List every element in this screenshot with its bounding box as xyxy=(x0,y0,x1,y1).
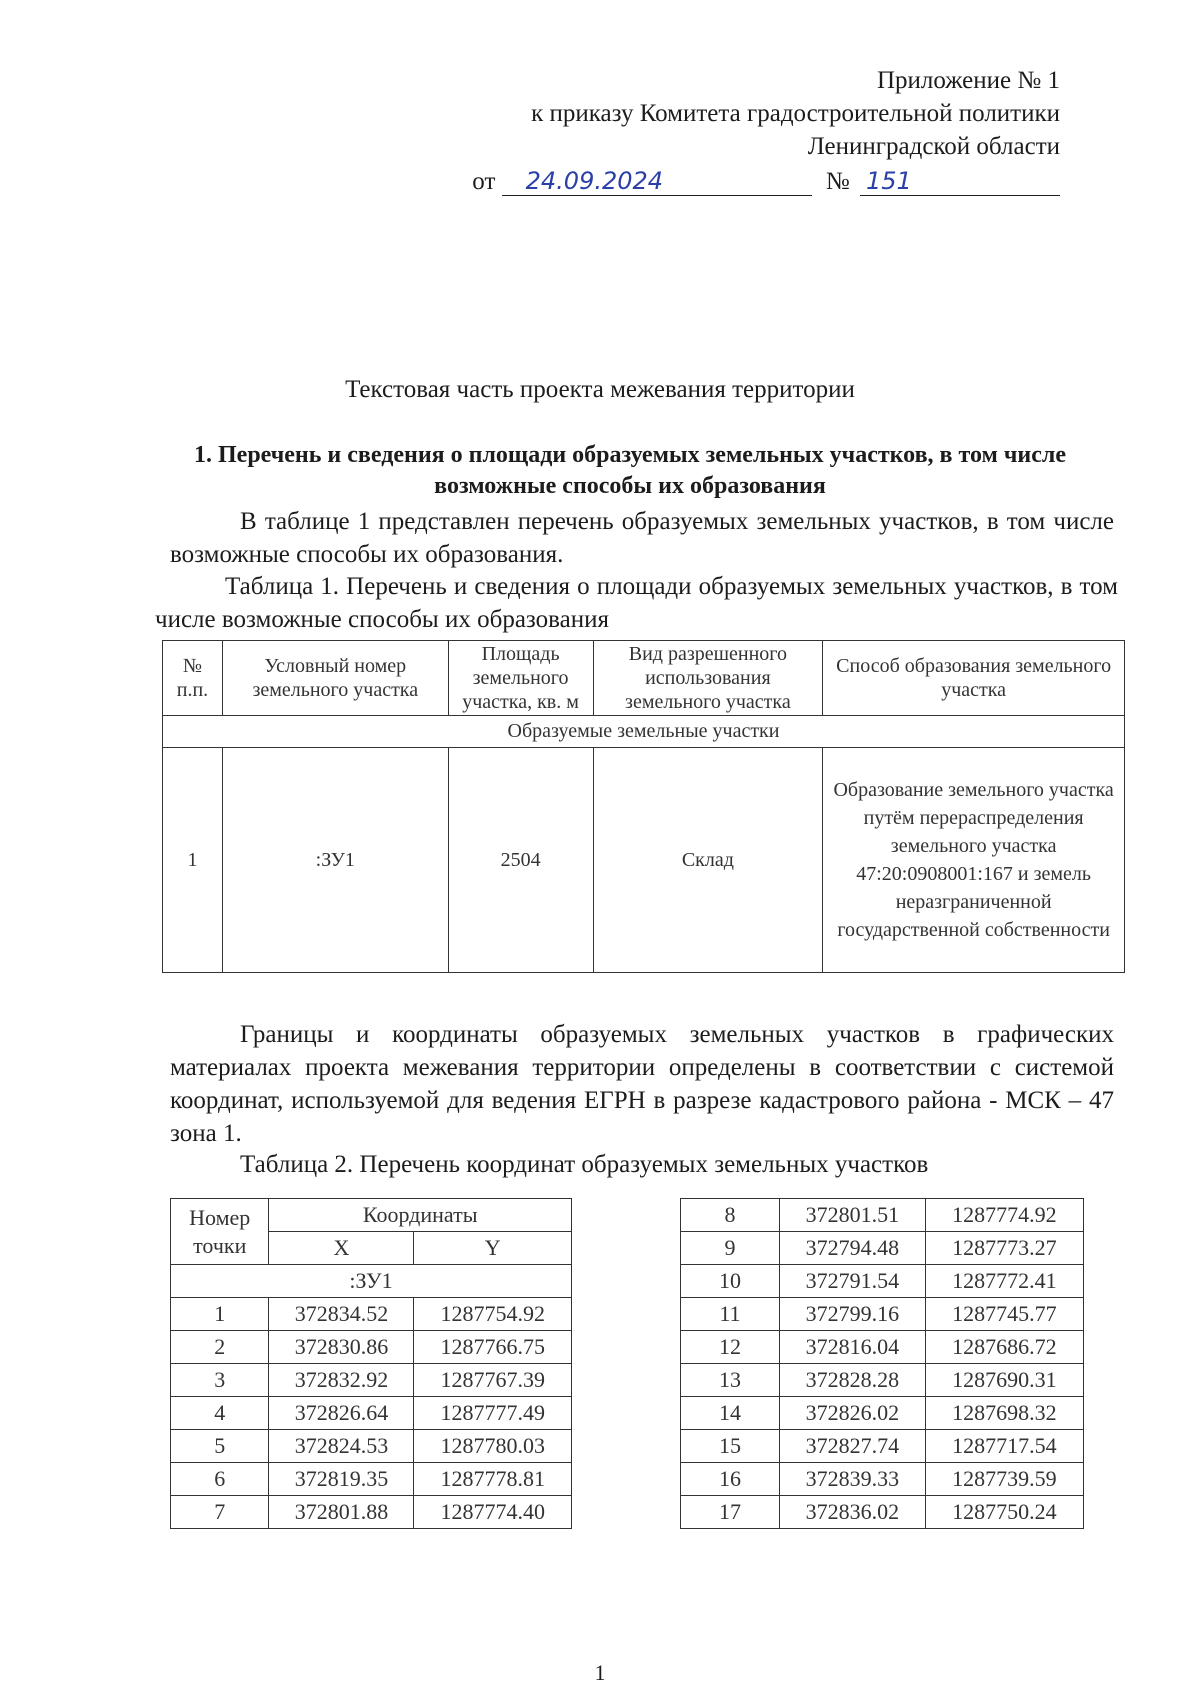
section-heading: 1. Перечень и сведения о площади образуемых земельных участков, в том числе возможные способы их образования xyxy=(194,442,1066,499)
cell-y: 1287777.49 xyxy=(414,1397,572,1430)
cell-x: 372799.16 xyxy=(779,1298,925,1331)
coords-group-row xyxy=(171,1265,572,1298)
coords-left-body xyxy=(171,1298,572,1529)
cell-y: 1287739.59 xyxy=(925,1463,1083,1496)
cell-point-number: 15 xyxy=(681,1430,780,1463)
cell-x: 372828.28 xyxy=(779,1364,925,1397)
header-num: № п.п. xyxy=(163,641,223,716)
cell-y: 1287778.81 xyxy=(414,1463,572,1496)
table-row xyxy=(681,1364,1084,1397)
coords-table-right xyxy=(680,1198,1084,1529)
table-row xyxy=(681,1199,1084,1232)
from-label: от xyxy=(472,168,496,195)
cell-y: 1287774.40 xyxy=(414,1496,572,1529)
header-point-number: Номер точки xyxy=(171,1199,269,1265)
page-number: 1 xyxy=(594,1660,606,1685)
cell-y: 1287773.27 xyxy=(925,1232,1083,1265)
table-row xyxy=(171,1430,572,1463)
header-y: Y xyxy=(414,1232,572,1265)
cell-x: 372801.51 xyxy=(779,1199,925,1232)
cell-point-number: 16 xyxy=(681,1463,780,1496)
plots-table xyxy=(162,640,1125,973)
cell-point-number: 10 xyxy=(681,1265,780,1298)
cell-y: 1287698.32 xyxy=(925,1397,1083,1430)
header-coordinates: Координаты xyxy=(269,1199,572,1232)
cell-x: 372794.48 xyxy=(779,1232,925,1265)
table-row xyxy=(171,1496,572,1529)
group-label: Образуемые земельные участки xyxy=(163,716,1125,748)
cell-point-number: 9 xyxy=(681,1232,780,1265)
cell-y: 1287754.92 xyxy=(414,1298,572,1331)
table-row xyxy=(171,1463,572,1496)
header-area: Площадь земельного участка, кв. м xyxy=(448,641,593,716)
cell-point-number: 3 xyxy=(171,1364,269,1397)
table-group-row xyxy=(163,716,1125,748)
cell-point-number: 7 xyxy=(171,1496,269,1529)
table2-caption-text: Таблица 2. Перечень координат образуемых земельных участков xyxy=(240,1151,929,1178)
intro-paragraph xyxy=(170,505,1114,571)
cell-area: 2504 xyxy=(448,748,593,973)
table-row xyxy=(171,1331,572,1364)
cell-point-number: 12 xyxy=(681,1331,780,1364)
cell-y: 1287686.72 xyxy=(925,1331,1083,1364)
cell-y: 1287766.75 xyxy=(414,1331,572,1364)
header-use: Вид разрешенного использования земельного участка xyxy=(593,641,823,716)
cell-point-number: 8 xyxy=(681,1199,780,1232)
table-row xyxy=(171,1298,572,1331)
coords-text: Границы и координаты образуемых земельных участков в графических материалах проекта межевания территории определены в соответствии с системой координат, используемой для ведения ЕГРН в разрезе кадастрового района - МСК – 47 зона 1. xyxy=(170,1021,1114,1147)
table-row xyxy=(171,1397,572,1430)
document-title: Текстовая часть проекта межевания территории xyxy=(345,376,855,403)
cell-y: 1287780.03 xyxy=(414,1430,572,1463)
cell-x: 372816.04 xyxy=(779,1331,925,1364)
cell-point-number: 17 xyxy=(681,1496,780,1529)
cell-use: Склад xyxy=(593,748,823,973)
cell-x: 372791.54 xyxy=(779,1265,925,1298)
cell-plot: :ЗУ1 xyxy=(222,748,448,973)
header-plot: Условный номер земельного участка xyxy=(222,641,448,716)
cell-point-number: 11 xyxy=(681,1298,780,1331)
intro-text: В таблице 1 представлен перечень образуемых земельных участков, в том числе возможные способы их образования. xyxy=(170,508,1114,568)
cell-x: 372824.53 xyxy=(269,1430,414,1463)
coords-group-label: :ЗУ1 xyxy=(171,1265,572,1298)
cell-y: 1287717.54 xyxy=(925,1430,1083,1463)
cell-y: 1287774.92 xyxy=(925,1199,1083,1232)
cell-x: 372826.02 xyxy=(779,1397,925,1430)
table-row xyxy=(681,1397,1084,1430)
header-method: Способ образования земельного участка xyxy=(823,641,1125,716)
handwritten-order-number: 151 xyxy=(860,167,1060,196)
cell-point-number: 2 xyxy=(171,1331,269,1364)
appendix-order-ref: к приказу Комитета градостроительной политики xyxy=(531,100,1060,127)
cell-point-number: 14 xyxy=(681,1397,780,1430)
appendix-region: Ленинградской области xyxy=(807,133,1060,160)
table2-caption xyxy=(170,1148,1114,1181)
cell-x: 372839.33 xyxy=(779,1463,925,1496)
table-row xyxy=(681,1298,1084,1331)
number-label: № xyxy=(825,168,850,195)
cell-x: 372826.64 xyxy=(269,1397,414,1430)
cell-point-number: 5 xyxy=(171,1430,269,1463)
cell-y: 1287745.77 xyxy=(925,1298,1083,1331)
cell-point-number: 6 xyxy=(171,1463,269,1496)
table-row xyxy=(171,1364,572,1397)
table-row xyxy=(681,1430,1084,1463)
coords-header-row xyxy=(171,1199,572,1232)
cell-point-number: 13 xyxy=(681,1364,780,1397)
handwritten-date: 24.09.2024 xyxy=(502,167,812,196)
cell-y: 1287772.41 xyxy=(925,1265,1083,1298)
appendix-number: Приложение № 1 xyxy=(876,67,1060,94)
table-row xyxy=(681,1265,1084,1298)
cell-point-number: 1 xyxy=(171,1298,269,1331)
table1-caption xyxy=(155,570,1118,636)
order-date-number-line xyxy=(420,165,1060,198)
cell-x: 372836.02 xyxy=(779,1496,925,1529)
cell-x: 372834.52 xyxy=(269,1298,414,1331)
cell-method: Образование земельного участка путём перераспределения земельного участка 47:20:0908001:167 и земель неразграниченной государственной собственности xyxy=(823,748,1125,973)
table-row xyxy=(681,1463,1084,1496)
header-x: X xyxy=(269,1232,414,1265)
cell-num: 1 xyxy=(163,748,223,973)
appendix-header xyxy=(420,64,1060,198)
table-row xyxy=(681,1331,1084,1364)
cell-x: 372801.88 xyxy=(269,1496,414,1529)
cell-x: 372832.92 xyxy=(269,1364,414,1397)
coords-paragraph xyxy=(170,1018,1114,1150)
table-row xyxy=(681,1496,1084,1529)
table1-caption-text: Таблица 1. Перечень и сведения о площади образуемых земельных участков, в том числе возможные способы их образования xyxy=(155,573,1118,633)
cell-y: 1287767.39 xyxy=(414,1364,572,1397)
cell-point-number: 4 xyxy=(171,1397,269,1430)
cell-x: 372819.35 xyxy=(269,1463,414,1496)
cell-x: 372827.74 xyxy=(779,1430,925,1463)
table-row xyxy=(163,748,1125,973)
cell-y: 1287690.31 xyxy=(925,1364,1083,1397)
table-header-row xyxy=(163,641,1125,716)
table-row xyxy=(681,1232,1084,1265)
cell-x: 372830.86 xyxy=(269,1331,414,1364)
coords-table-left xyxy=(170,1198,572,1529)
coords-right-body xyxy=(681,1199,1084,1529)
cell-y: 1287750.24 xyxy=(925,1496,1083,1529)
